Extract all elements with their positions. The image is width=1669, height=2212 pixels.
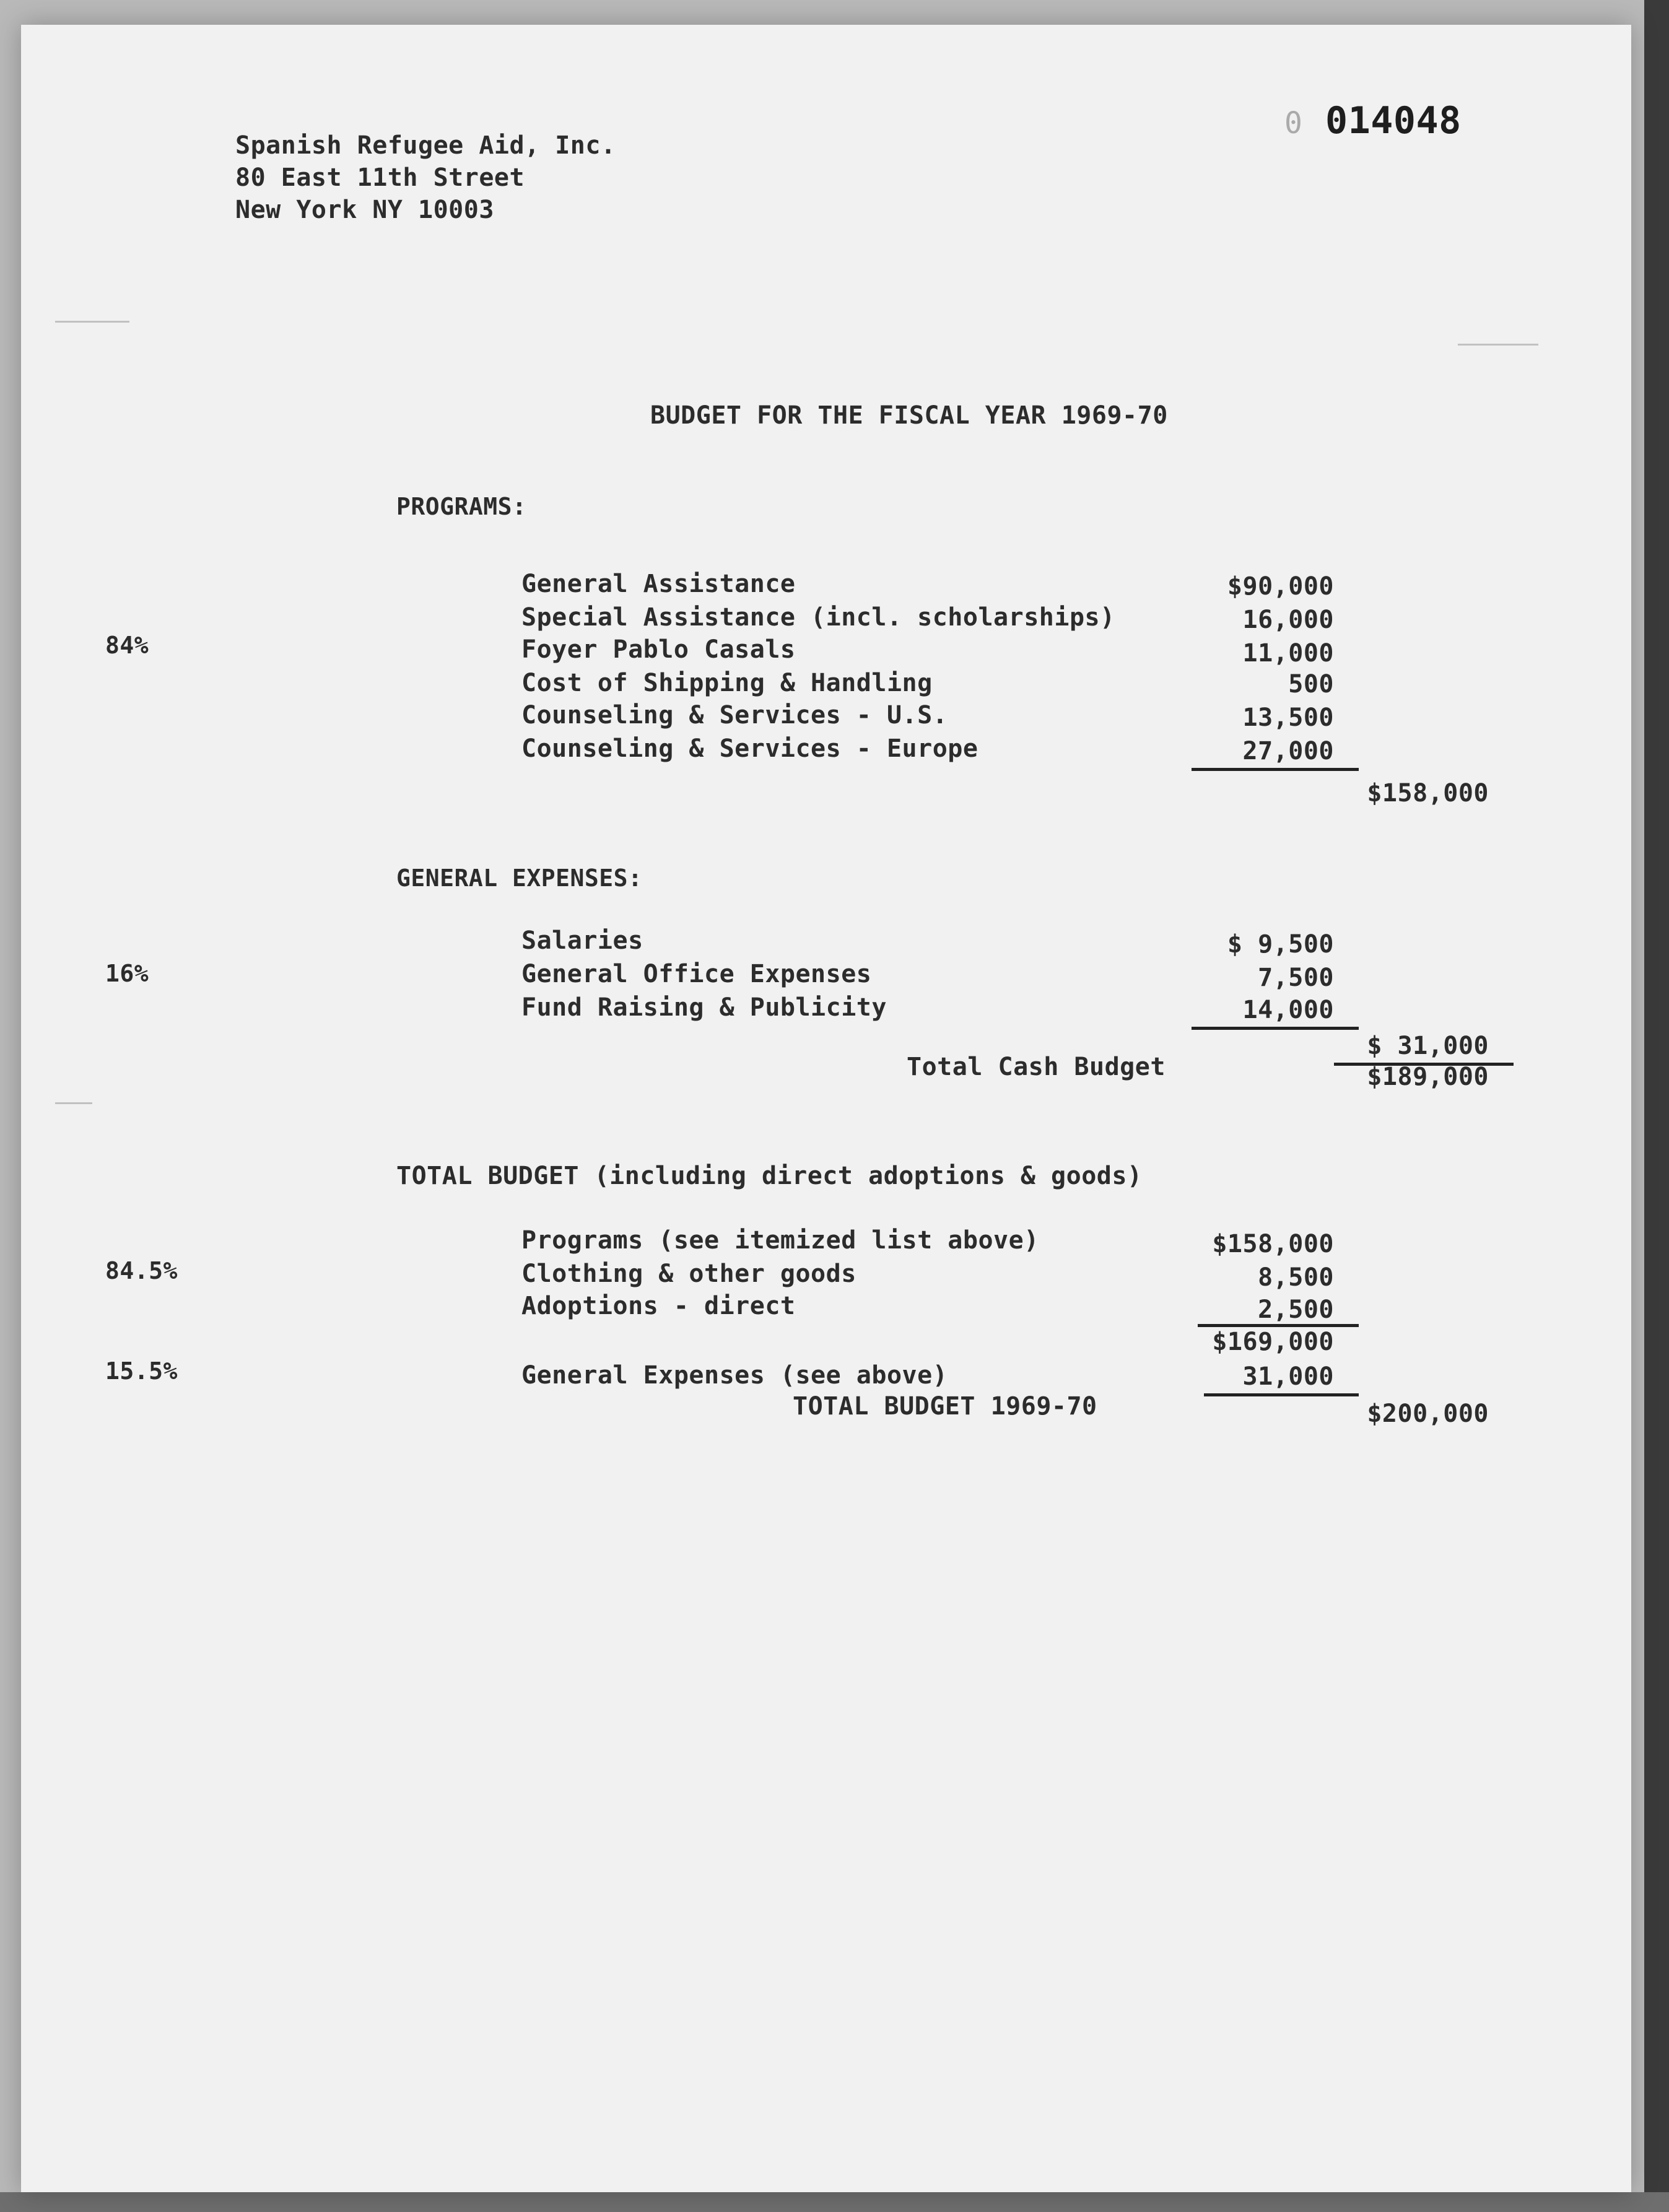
general-expenses-subtotal: $ 31,000 — [1367, 1032, 1489, 1060]
scan-edge-right — [1644, 0, 1669, 2212]
letterhead-street: 80 East 11th Street — [235, 163, 525, 192]
total-general-amount: 31,000 — [1242, 1362, 1334, 1391]
total-subtotal: $169,000 — [1212, 1328, 1334, 1356]
programs-heading: PROGRAMS: — [396, 493, 527, 520]
expense-item-amount: 14,000 — [1242, 996, 1334, 1024]
total-item-label: Programs (see itemized list above) — [521, 1226, 1039, 1255]
program-item-label: Foyer Pablo Casals — [521, 635, 796, 664]
document-page — [21, 25, 1631, 2192]
document-number — [1284, 99, 1462, 142]
scan-mark — [1458, 344, 1538, 346]
program-item-amount: $90,000 — [1227, 572, 1334, 601]
total-cash-value: $189,000 — [1367, 1063, 1489, 1091]
total-item-label: Adoptions - direct — [521, 1292, 796, 1320]
program-item-label: General Assistance — [521, 570, 796, 598]
program-item-amount: 13,500 — [1242, 703, 1334, 732]
sum-rule — [1204, 1393, 1359, 1396]
total-general-percent: 15.5% — [105, 1357, 178, 1385]
total-cash-label: Total Cash Budget — [907, 1053, 1166, 1081]
programs-percent: 84% — [105, 632, 149, 659]
scan-mark — [55, 321, 129, 323]
general-expenses-percent: 16% — [105, 960, 149, 987]
program-item-amount: 500 — [1288, 670, 1334, 699]
sum-rule — [1192, 1027, 1359, 1030]
total-item-amount: 2,500 — [1258, 1295, 1334, 1324]
sum-rule — [1192, 768, 1359, 771]
total-item-amount: 8,500 — [1258, 1263, 1334, 1292]
document-number-prefix: 0 — [1284, 106, 1303, 141]
grand-total-value: $200,000 — [1367, 1400, 1489, 1428]
program-item-amount: 11,000 — [1242, 639, 1334, 668]
program-item-label: Counseling & Services - Europe — [521, 734, 978, 763]
program-item-label: Cost of Shipping & Handling — [521, 669, 933, 697]
letterhead-city: New York NY 10003 — [235, 196, 494, 224]
expense-item-amount: 7,500 — [1258, 964, 1334, 992]
expense-item-label: Salaries — [521, 926, 643, 955]
expense-item-label: General Office Expenses — [521, 960, 872, 988]
total-programs-percent: 84.5% — [105, 1257, 178, 1284]
total-item-label: Clothing & other goods — [521, 1260, 856, 1288]
sum-rule — [1198, 1324, 1359, 1327]
total-item-amount: $158,000 — [1212, 1230, 1334, 1258]
budget-title: BUDGET FOR THE FISCAL YEAR 1969-70 — [650, 401, 1168, 430]
total-general-label: General Expenses (see above) — [521, 1361, 948, 1390]
program-item-label: Counseling & Services - U.S. — [521, 701, 948, 729]
scan-edge-bottom — [0, 2192, 1669, 2212]
expense-item-label: Fund Raising & Publicity — [521, 993, 887, 1022]
general-expenses-heading: GENERAL EXPENSES: — [396, 864, 643, 892]
expense-item-amount: $ 9,500 — [1227, 930, 1334, 959]
program-item-amount: 16,000 — [1242, 606, 1334, 634]
program-item-label: Special Assistance (incl. scholarships) — [521, 603, 1115, 632]
programs-subtotal: $158,000 — [1367, 779, 1489, 808]
letterhead-name: Spanish Refugee Aid, Inc. — [235, 131, 616, 160]
grand-total-label: TOTAL BUDGET 1969-70 — [793, 1392, 1097, 1421]
scan-mark — [55, 1102, 92, 1104]
program-item-amount: 27,000 — [1242, 737, 1334, 765]
document-number-value: 014048 — [1325, 99, 1462, 142]
total-budget-heading: TOTAL BUDGET (including direct adoptions & goods) — [396, 1162, 1143, 1190]
